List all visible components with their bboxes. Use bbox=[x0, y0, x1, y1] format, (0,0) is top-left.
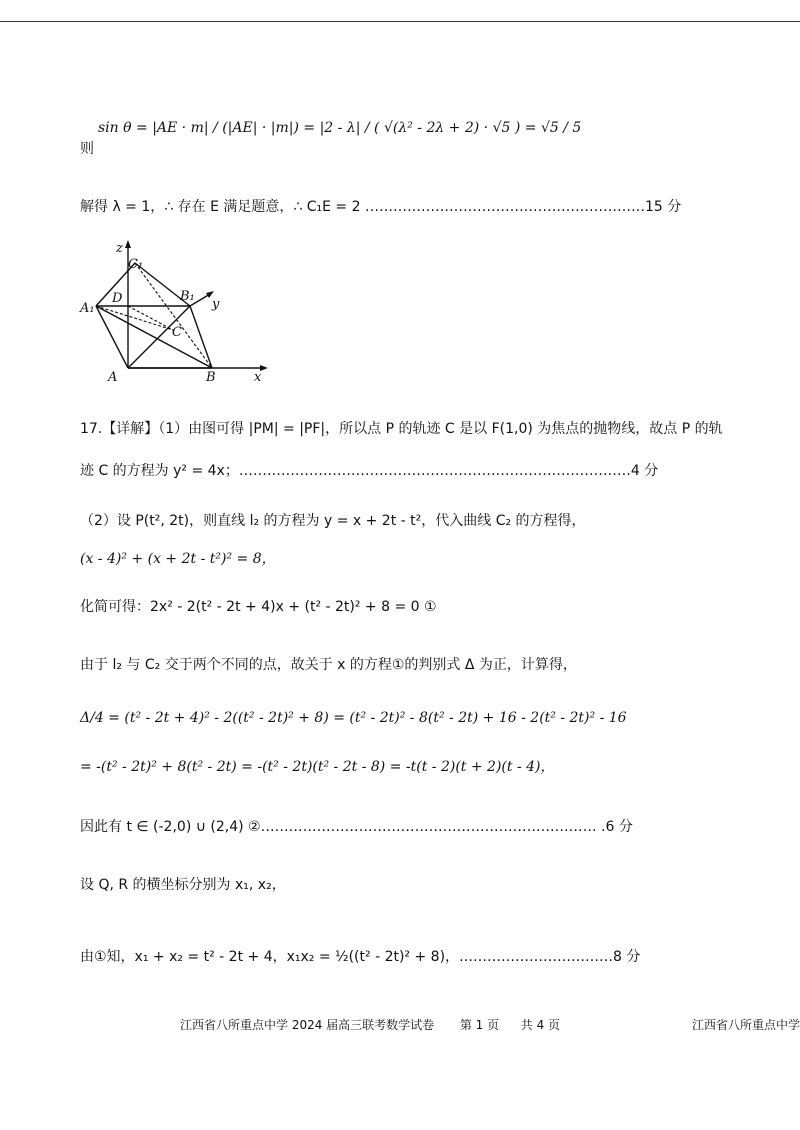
problem-17-line-5: 化简可得：2x² - 2(t² - 2t + 4)x + (t² - 2t)² + 8 = 0 ① bbox=[80, 599, 437, 615]
footer-school bbox=[180, 1016, 560, 1033]
label-a: A bbox=[108, 370, 118, 385]
label-b1: B₁ bbox=[180, 289, 195, 304]
label-a1: A₁ bbox=[80, 301, 95, 316]
problem-17-line-9: 因此有 t ∈ (-2,0) ∪ (2,4) ②……………………………………………………………… .6 分 bbox=[80, 819, 633, 835]
footer-title: 江西省八所重点中学 2024 届高三联考数学试卷 bbox=[180, 1018, 435, 1032]
z-arrow-icon bbox=[125, 240, 131, 248]
label-z: z bbox=[116, 241, 123, 256]
problem-17-line-6: 由于 l₂ 与 C₂ 交于两个不同的点，故关于 x 的方程①的判别式 Δ 为正，计算得， bbox=[80, 657, 577, 673]
solution-lambda-line: 解得 λ = 1，∴ 存在 E 满足题意，∴ C₁E = 2 ……………………………………………………15 分 bbox=[80, 199, 682, 215]
sin-theta-formula: sin θ = |AE · m| / (|AE| · |m|) = |2 - λ| / ( √(λ² - 2λ + 2) · √5 ) = √5 / 5 bbox=[98, 120, 582, 136]
problem-17-line-3: （2）设 P(t², 2t)，则直线 l₂ 的方程为 y = x + 2t - t²，代入曲线 C₂ 的方程得， bbox=[80, 513, 586, 529]
then-label: 则 bbox=[80, 141, 94, 157]
prism-figure bbox=[78, 238, 278, 388]
problem-17-line-8: = -(t² - 2t)² + 8(t² - 2t) = -(t² - 2t)(t² - 2t - 8) = -t(t - 2)(t + 2)(t - 4)， bbox=[80, 759, 555, 775]
label-c: C bbox=[172, 325, 182, 340]
problem-17-line-11: 由①知，x₁ + x₂ = t² - 2t + 4，x₁x₂ = ½((t² - 2t)² + 8)，……………………………8 分 bbox=[80, 949, 641, 965]
problem-17-line-7: Δ/4 = (t² - 2t + 4)² - 2((t² - 2t)² + 8) = (t² - 2t)² - 8(t² - 2t) + 16 - 2(t² - 2t)² - 16 bbox=[80, 710, 627, 726]
problem-17-line-1: 17.【详解】（1）由图可得 |PM| = |PF|，所以点 P 的轨迹 C 是以 F(1,0) 为焦点的抛物线，故点 P 的轨 bbox=[80, 421, 723, 437]
top-rule bbox=[0, 21, 800, 22]
label-x: x bbox=[254, 370, 262, 385]
label-d: D bbox=[112, 291, 123, 306]
footer-page: 第 1 页 bbox=[459, 1018, 500, 1032]
footer-total: 共 4 页 bbox=[520, 1018, 561, 1032]
edge-a1-b bbox=[96, 306, 212, 368]
problem-17-line-4: (x - 4)² + (x + 2t - t²)² = 8， bbox=[80, 551, 276, 567]
footer-right-cut: 江西省八所重点中学 bbox=[692, 1018, 800, 1032]
problem-17-line-10: 设 Q, R 的横坐标分别为 x₁, x₂， bbox=[80, 877, 286, 893]
label-c1: C₁ bbox=[128, 257, 144, 272]
label-y: y bbox=[212, 297, 220, 312]
label-b: B bbox=[206, 370, 216, 385]
problem-17-line-2: 迹 C 的方程为 y² = 4x；…………………………………………………………………………4 分 bbox=[80, 463, 659, 479]
